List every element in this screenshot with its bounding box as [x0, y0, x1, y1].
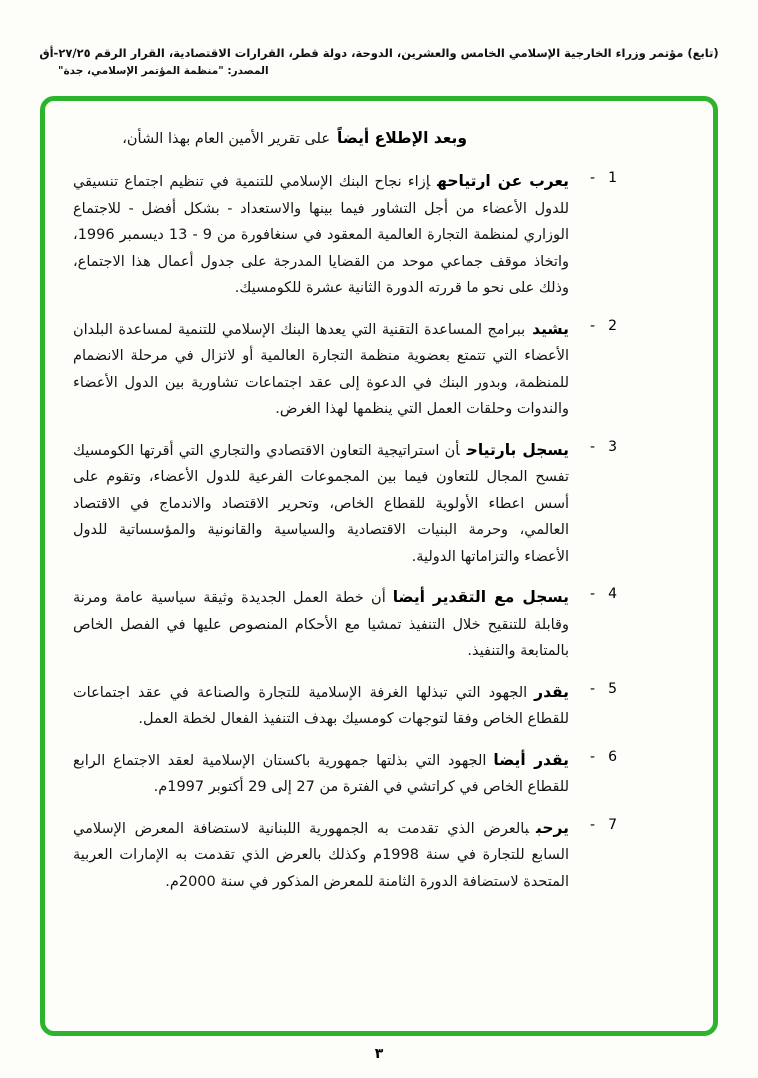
item-text	[73, 679, 569, 733]
item-body-text: أن خطة العمل الجديدة وثيقة سياسية عامة ومرنة وقابلة للتنقيح خلال التنفيذ تمشيا مع الأحكام المنصوص عليها في الفصل الخاص بالمتابعة والتنفيذ.	[73, 590, 569, 659]
intro-text: على تقرير الأمين العام بهذا الشأن،	[122, 131, 330, 147]
item-lead: يسجل بارتياح	[466, 440, 569, 459]
item-body-text: بالعرض الذي تقدمت به الجمهورية اللبنانية لاستضافة المعرض الإسلامي السابع للتجارة في سنة 1998م وكذلك بالعرض الذي تقدمت به الإمارات العربية المتحدة لاستضافة الدورة الثامنة للمعرض المذكور في سنة 2000م.	[73, 820, 569, 890]
item-lead: يقدر	[534, 682, 569, 701]
item-number: 4	[608, 586, 617, 602]
item-marker	[569, 168, 617, 302]
list-item	[73, 679, 617, 733]
item-dash: -	[590, 816, 596, 833]
item-dash: -	[590, 586, 596, 602]
item-lead: يسجل مع التقدير أيضا	[392, 588, 569, 606]
item-marker	[569, 437, 617, 571]
item-text	[73, 815, 569, 896]
item-text	[73, 316, 569, 423]
item-text	[73, 584, 569, 665]
item-number: 5	[608, 680, 617, 697]
item-marker	[569, 584, 617, 665]
item-lead: يعرب عن ارتياحه	[437, 172, 569, 190]
item-marker	[569, 815, 617, 896]
item-dash: -	[590, 748, 596, 765]
list-item	[73, 437, 617, 571]
source-citation: المصدر: "منظمة المؤتمر الإسلامي، جدة"	[58, 64, 269, 77]
item-body-text: ببرامج المساعدة التقنية التي يعدها البنك الإسلامي للتنمية لمساعدة البلدان الأعضاء التي تتمتع بعضوية منظمة التجارة العالمية أو لاتزال في مرحلة الانضمام للمنظمة، وبدور البنك في الدعوة إلى عقد اجتماعات تشاورية بين الدول الأعضاء والندوات وحلقات العمل التي ينظمها لهذا الغرض.	[73, 321, 569, 417]
page-number: ٣	[374, 1046, 384, 1062]
intro-paragraph	[73, 125, 617, 152]
item-text	[73, 437, 569, 571]
item-dash: -	[590, 317, 596, 334]
item-body-text: الجهود التي تبذلها الغرفة الإسلامية للتجارة والصناعة في عقد اجتماعات للقطاع الخاص وفقا لتوجهات كومسيك بهدف التنفيذ الفعال لخطة العمل.	[73, 684, 569, 727]
item-text	[73, 747, 569, 801]
item-lead: يقدر أيضا	[493, 750, 569, 769]
item-number: 3	[608, 438, 617, 455]
item-marker	[569, 747, 617, 801]
list-item	[73, 168, 617, 302]
item-number: 2	[608, 317, 617, 334]
content-border-box	[40, 96, 718, 1036]
item-text	[73, 168, 569, 302]
item-body-text: الجهود التي بذلتها جمهورية باكستان الإسلامية لعقد الاجتماع الرابع للقطاع الخاص في كراتشي في الفترة من 27 إلى 29 أكتوبر 1997م.	[73, 752, 569, 795]
list-item	[73, 747, 617, 801]
document-header-line: (تابع) مؤتمر وزراء الخارجية الإسلامي الخامس والعشرين، الدوحة، دولة قطر، القرارات الاقتصادية، القرار الرقم ٢٧/٢٥-أق	[39, 46, 719, 60]
intro-lead: وبعد الإطلاع أيضاً	[337, 129, 467, 147]
item-lead: يرحب	[536, 818, 569, 837]
item-lead: يشيد	[532, 319, 569, 338]
list-item	[73, 316, 617, 423]
item-dash: -	[590, 170, 596, 186]
list-item	[73, 815, 617, 896]
item-dash: -	[590, 438, 596, 455]
item-body-text: إزاء نجاح البنك الإسلامي للتنمية في تنظيم اجتماع تنسيقي للدول الأعضاء من أجل التشاور فيما بينها والاستعداد - بشكل أفضل - للاجتماع الوزاري لمنظمة التجارة العالمية المعقود في سنغافورة من 9 - 13 ديسمبر 1996، واتخاذ موقف جماعي موحد من القضايا المدرجة على جدول أعمال هذا الاجتماع، وذلك على نحو ما قررته الدورة الثانية عشرة للكومسيك.	[73, 174, 569, 296]
item-number: 6	[608, 748, 617, 765]
list-item	[73, 584, 617, 665]
item-number: 1	[608, 170, 617, 186]
item-body-text: أن استراتيجية التعاون الاقتصادي والتجاري التي أقرتها الكومسيك تفسح المجال للتعاون فيما بين المجموعات الفرعية للدول الأعضاء، وتقوم على أسس اعطاء الأولوية للقطاع الخاص، وتحرير الاقتصاد والاندماج في الاقتصاد العالمي، وحرمة البنيات الاقتصادية والسياسية والقانونية والمؤسساتية للدول الأعضاء والتزاماتها الدولية.	[73, 442, 569, 565]
item-number: 7	[608, 816, 617, 833]
item-dash: -	[590, 680, 596, 697]
item-marker	[569, 316, 617, 423]
item-marker	[569, 679, 617, 733]
